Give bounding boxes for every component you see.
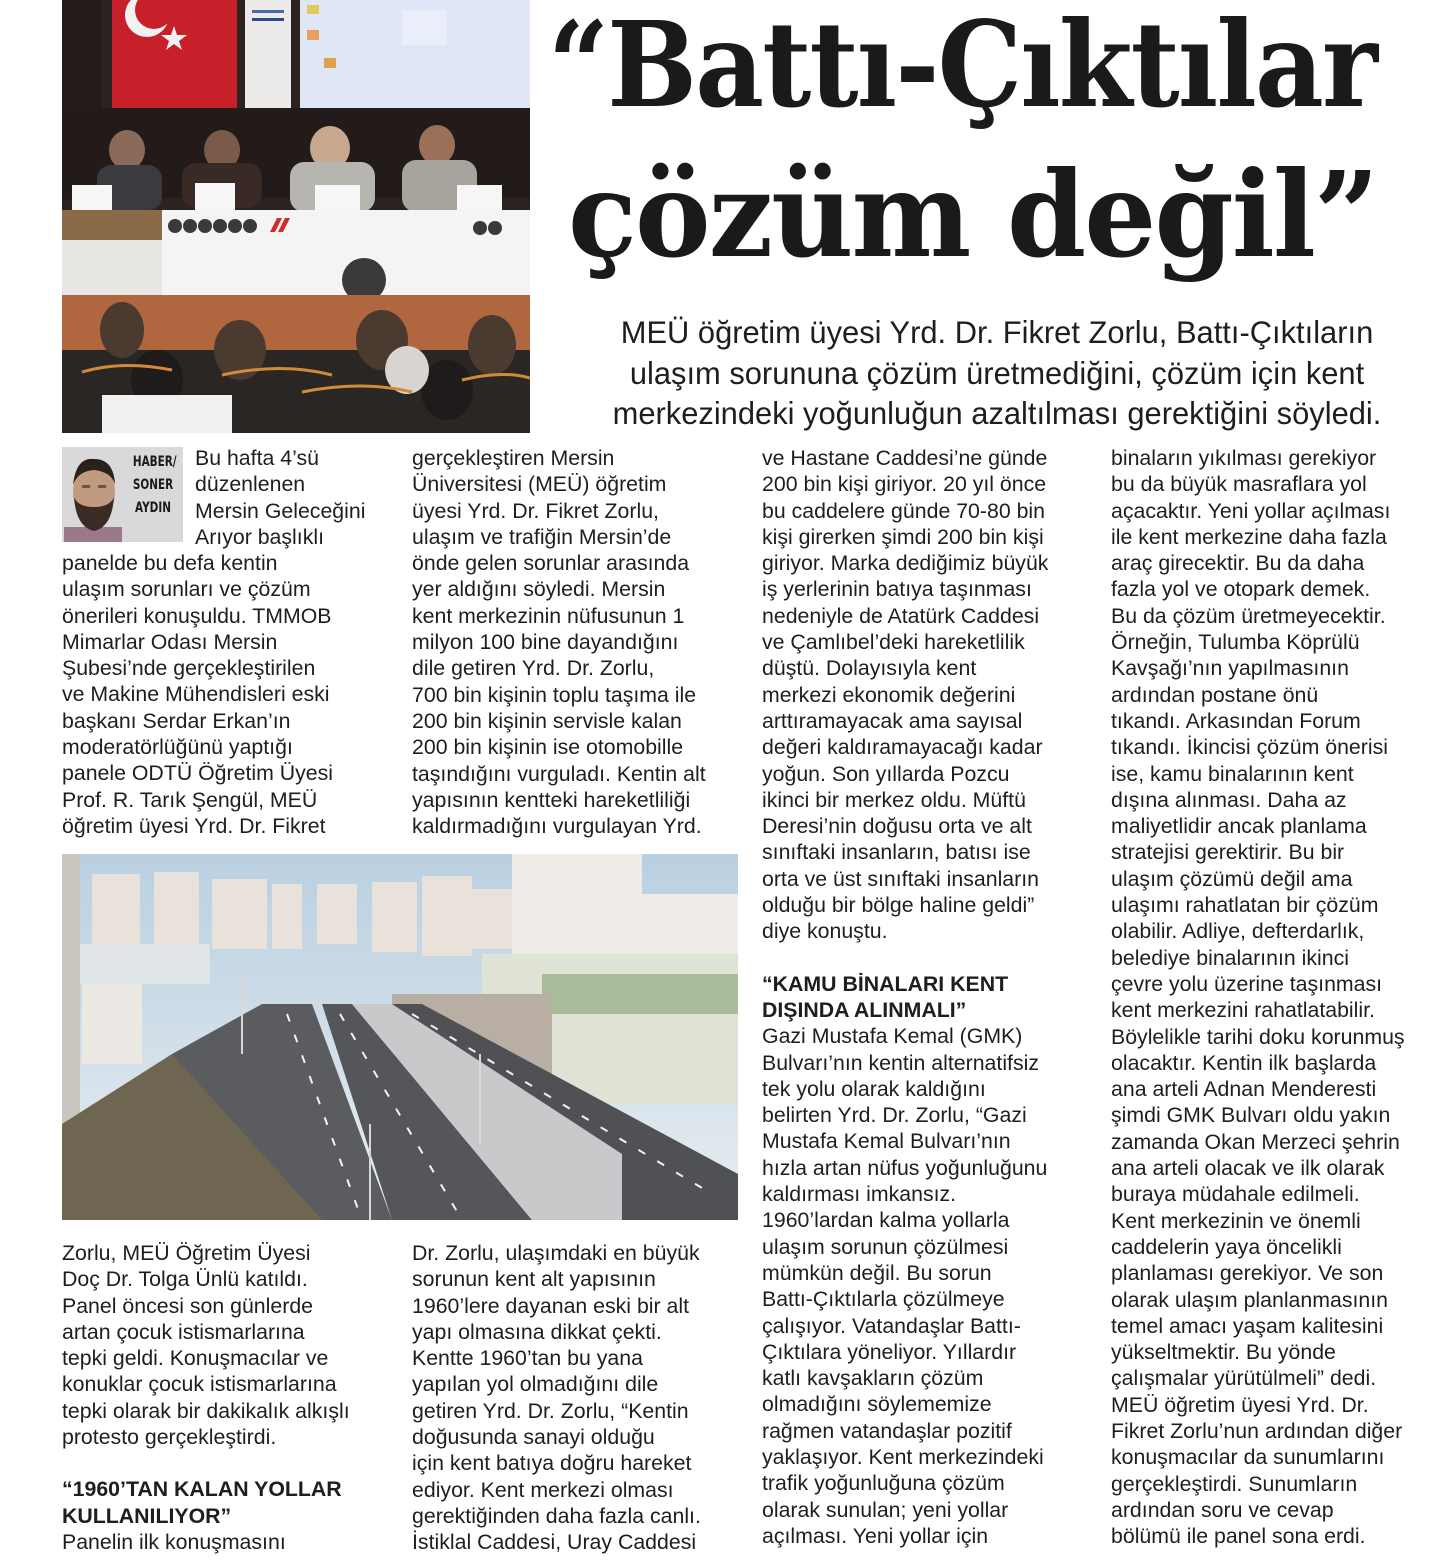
text-line: artan çocuk istismarlarına — [62, 1319, 305, 1344]
text-line: 200 bin kişinin ise otomobille — [412, 735, 684, 760]
text-line: bu da büyük masraflara yol — [1111, 472, 1367, 497]
text-line: konuklar çocuk istismarlarına — [62, 1372, 337, 1397]
text-line: MEÜ öğretim üyesi Yrd. Dr. — [1111, 1392, 1369, 1417]
text-line: gerçekleştiren Mersin — [412, 446, 615, 470]
text-line: yapı olmasına dikkat çekti. — [412, 1319, 662, 1344]
text-line: dile getiren Yrd. Dr. Zorlu, — [412, 656, 655, 681]
text-line: milyon 100 bine dayandığını — [412, 630, 679, 655]
subheading-line: “1960’TAN KALAN YOLLAR — [62, 1477, 342, 1502]
text-line: Bu da çözüm üretmeyecektir. — [1111, 603, 1386, 628]
text-line: moderatörlüğünü yaptığı — [62, 735, 293, 760]
subtitle — [549, 312, 1445, 434]
text-line: belediye binalarının ikinci — [1111, 945, 1349, 970]
text-line: Deresi’nin doğusu orta ve alt — [762, 814, 1032, 839]
text-line: yapılan yol olmadığını dile — [412, 1372, 659, 1397]
text-line: orta ve üst sınıftaki insanların — [762, 866, 1039, 891]
text-line: bölümü ile panel sona erdi. — [1111, 1524, 1366, 1549]
column-2-top — [412, 445, 752, 839]
text-line: trafik yoğunluğuna çözüm — [762, 1471, 1005, 1496]
text-line: yer aldığını söyledi. Mersin — [412, 577, 666, 602]
text-line: çalışmalar yürütülmeli” dedi. — [1111, 1366, 1377, 1391]
text-line: kaldırmadığını vurgulayan Yrd. — [412, 814, 702, 839]
text-line: ulaşım çözümü değil ama — [1111, 866, 1353, 891]
subtitle-line: ulaşım sorununa çözüm üretmediğini, çözüm için kent — [629, 354, 1365, 391]
text-line: ise, kamu binalarının kent — [1111, 761, 1354, 786]
text-line: ile kent merkezine daha fazla — [1111, 524, 1387, 549]
text-line: Fikret Zorlu’nun ardından diğer — [1111, 1418, 1403, 1443]
byline-label: HABER/ — [132, 454, 177, 470]
text-line: kent merkezinin nüfusunun 1 — [412, 603, 685, 628]
text-line: ve Hastane Caddesi’ne günde — [762, 446, 1048, 470]
text-line: 200 bin kişinin servisle kalan — [412, 708, 682, 733]
text-line: Prof. R. Tarık Şengül, MEÜ — [62, 787, 318, 812]
column-1-top — [62, 550, 402, 839]
text-line: değeri kaldıramayacağı kadar — [762, 735, 1043, 760]
text-line: panelde bu defa kentin — [62, 551, 278, 575]
text-line: 700 bin kişinin toplu taşıma ile — [412, 682, 697, 707]
column-1-bottom — [62, 1240, 402, 1555]
text-line: iş yerlerinin batıya taşınması — [762, 577, 1032, 602]
text-line: giriyor. Marka dediğimiz büyük — [762, 551, 1049, 576]
text-line: Panelin ilk konuşmasını — [62, 1529, 286, 1554]
text-line: için kent batıya doğru hareket — [412, 1451, 692, 1476]
text-line: bu caddelere günde 70-80 bin — [762, 498, 1046, 523]
text-line: açılması. Yeni yollar için — [762, 1523, 989, 1548]
text-line: binaların yıkılması gerekiyor — [1111, 446, 1377, 470]
text-line: ulaşım ve trafiğin Mersin’de — [412, 524, 672, 549]
text-line: ana arteli olacak ve ilk olarak — [1111, 1156, 1385, 1181]
text-line: stratejisi gerektirir. Bu bir — [1111, 840, 1345, 865]
text-line: öğretim üyesi Yrd. Dr. Fikret — [62, 813, 326, 838]
text-line: getiren Yrd. Dr. Zorlu, “Kentin — [412, 1398, 689, 1423]
text-line: Kavşağı’nın yapılmasının — [1111, 656, 1349, 681]
text-line: tek yolu olarak kaldığını — [762, 1076, 986, 1101]
text-line: 200 bin kişi giriyor. 20 yıl önce — [762, 472, 1047, 497]
text-line: İstiklal Caddesi, Uray Caddesi — [412, 1530, 697, 1555]
text-line: düzenlenen — [195, 472, 306, 497]
text-line: nedeniyle de Atatürk Caddesi — [762, 603, 1040, 628]
text-line: açacaktır. Yeni yollar açılması — [1111, 498, 1391, 523]
text-line: konuşmacılar da sunumlarını — [1111, 1445, 1385, 1470]
text-line: çalışıyor. Vatandaşlar Battı- — [762, 1313, 1021, 1338]
text-line: merkezi ekonomik değerini — [762, 682, 1016, 707]
text-line: arttıramayacak ama sayısal — [762, 708, 1023, 733]
text-line: rağmen vatandaşlar pozitif — [762, 1418, 1012, 1443]
text-line: 1960’lere dayanan eski bir alt — [412, 1293, 690, 1318]
text-line: ana arteli Adnan Menderesti — [1111, 1077, 1377, 1102]
text-line: dışına alınması. Daha az — [1111, 787, 1347, 812]
road-underpass-photo — [62, 854, 738, 1220]
subheading-kamu-binalari — [762, 971, 1107, 1024]
byline — [132, 451, 177, 520]
text-line: ulaşım sorunun çözülmesi — [762, 1234, 1009, 1259]
text-line: buraya müdahale edilmeli. — [1111, 1182, 1360, 1207]
text-line: Çıktılara yöneliyor. Yıllardır — [762, 1339, 1017, 1364]
text-line: ve Makine Mühendisleri eski — [62, 682, 330, 707]
text-line: mümkün değil. Bu sorun — [762, 1260, 992, 1285]
text-line: kent merkezini rahatlatabilir. — [1111, 998, 1375, 1023]
text-line: başkanı Serdar Erkan’ın — [62, 708, 291, 733]
panel-discussion-photo — [62, 0, 530, 433]
text-line: olduğu bir bölge haline geldi” — [762, 893, 1035, 918]
text-line: önde gelen sorunlar arasında — [412, 551, 690, 576]
text-line: tıkandı. İkincisi çözüm önerisi — [1111, 735, 1388, 760]
text-line: Battı-Çıktılarla çözülmeye — [762, 1287, 1005, 1312]
text-line: Şubesi’nde gerçekleştirilen — [62, 656, 316, 681]
byline-first-name: SONER — [132, 477, 174, 493]
panel-photo-illustration — [62, 0, 530, 433]
subtitle-line: MEÜ öğretim üyesi Yrd. Dr. Fikret Zorlu, Battı-Çıktıların — [620, 314, 1374, 350]
text-line: panele ODTÜ Öğretim Üyesi — [62, 761, 334, 786]
text-line: zamanda Okan Merzeci şehrin — [1111, 1129, 1400, 1154]
text-line: gerektiğinden daha fazla canlı. — [412, 1503, 701, 1528]
text-line: ikinci bir merkez oldu. Müftü — [762, 787, 1026, 812]
byline-last-name: AYDIN — [135, 500, 171, 516]
text-line: taşındığını vurguladı. Kentin alt — [412, 761, 706, 786]
text-line: olarak ulaşım planlanmasının — [1111, 1287, 1389, 1312]
subtitle-line: merkezindeki yoğunluğun azaltılması gerektiğini söyledi. — [612, 395, 1382, 431]
text-line: ulaşımı rahatlatan bir çözüm — [1111, 893, 1379, 918]
text-line: Arıyor başlıklı — [195, 524, 324, 549]
text-line: çevre yolu üzerine taşınması — [1111, 971, 1383, 996]
text-line: kaldırması imkansız. — [762, 1182, 957, 1207]
text-line: ardından postane önü — [1111, 682, 1319, 707]
text-line: maliyetlidir ancak planlama — [1111, 814, 1367, 839]
text-line: Dr. Zorlu, ulaşımdaki en büyük — [412, 1241, 700, 1265]
text-line: yapısının kentteki hareketliliği — [412, 787, 691, 812]
text-line: ulaşım sorunları ve çözüm — [62, 577, 311, 602]
text-line: Bulvarı’nın kentin alternatifsiz — [762, 1050, 1039, 1075]
text-line: Mersin Geleceğini — [195, 498, 366, 523]
text-line: Kent merkezinin ve önemli — [1111, 1208, 1361, 1233]
text-line: hızla artan nüfus yoğunluğunu — [762, 1155, 1048, 1180]
subheading-1960 — [62, 1476, 402, 1529]
subheading-line: KULLANILIYOR” — [62, 1503, 232, 1528]
text-line: olacaktır. Kentin ilk başlarda — [1111, 1050, 1377, 1075]
text-line: planlaması gerekiyor. Ve son — [1111, 1261, 1384, 1286]
text-line: kişi girerken şimdi 200 bin kişi — [762, 524, 1044, 549]
text-line: diye konuştu. — [762, 919, 888, 944]
column-3 — [762, 445, 1107, 1549]
text-line: Panel öncesi son günlerde — [62, 1293, 314, 1318]
subheading-line: DIŞINDA ALINMALI” — [762, 997, 967, 1022]
text-line: doğusunda sanayi olduğu — [412, 1425, 655, 1450]
author-portrait — [62, 447, 124, 542]
text-line: Doç Dr. Tolga Ünlü katıldı. — [62, 1267, 308, 1292]
subheading-line: “KAMU BİNALARI KENT — [762, 971, 1009, 996]
text-line: Böylelikle tarihi doku korunmuş — [1111, 1024, 1405, 1049]
text-line: sınıftaki insanların, batısı ise — [762, 840, 1031, 865]
text-line: fazla yol ve otopark demek. — [1111, 577, 1371, 602]
text-line: Örneğin, Tulumba Köprülü — [1111, 630, 1360, 655]
text-line: protesto gerçekleştirdi. — [62, 1425, 277, 1450]
headline-line-2: çözüm değil” — [568, 145, 1378, 284]
text-line: Üniversitesi (MEÜ) öğretim — [412, 472, 667, 497]
text-line: üyesi Yrd. Dr. Fikret Zorlu, — [412, 498, 659, 523]
text-line: 1960’lardan kalma yollarla — [762, 1208, 1010, 1233]
text-line: ediyor. Kent merkezi olması — [412, 1477, 674, 1502]
text-line: tıkandı. Arkasından Forum — [1111, 708, 1361, 733]
text-line: belirten Yrd. Dr. Zorlu, “Gazi — [762, 1103, 1027, 1128]
text-line: katlı kavşakların çözüm — [762, 1366, 984, 1391]
text-line: Kentte 1960’tan bu yana — [412, 1346, 643, 1371]
text-line: sorunun kent alt yapısının — [412, 1267, 656, 1292]
text-line: araç girecektir. Bu da daha — [1111, 551, 1365, 576]
column-2-bottom — [412, 1240, 752, 1556]
text-line: yoğun. Son yıllarda Pozcu — [762, 761, 1010, 786]
text-line: ardından soru ve cevap — [1111, 1497, 1334, 1522]
text-line: tepki geldi. Konuşmacılar ve — [62, 1346, 329, 1371]
text-line: olarak sunulan; yeni yollar — [762, 1497, 1009, 1522]
text-line: tepki olarak bir dakikalık alkışlı — [62, 1398, 350, 1423]
headline-line-1: “Battı-Çıktılar — [548, 0, 1377, 134]
text-line: Bu hafta 4’sü — [195, 446, 319, 470]
text-line: Mimarlar Odası Mersin — [62, 629, 278, 654]
road-photo-illustration — [62, 854, 738, 1220]
text-line: olabilir. Adliye, defterdarlık, — [1111, 919, 1365, 944]
text-line: düştü. Dolayısıyla kent — [762, 656, 977, 681]
text-line: Mustafa Kemal Bulvarı’nın — [762, 1129, 1011, 1154]
text-line: yaklaşıyor. Kent merkezindeki — [762, 1444, 1044, 1469]
column-4 — [1111, 445, 1454, 1549]
column-1-lead — [195, 445, 405, 550]
text-line: yükseltmektir. Bu yönde — [1111, 1340, 1336, 1365]
text-line: gerçekleştirdi. Sunumların — [1111, 1471, 1358, 1496]
text-line: Gazi Mustafa Kemal (GMK) — [762, 1024, 1023, 1049]
text-line: Zorlu, MEÜ Öğretim Üyesi — [62, 1241, 311, 1265]
text-line: şimdi GMK Bulvarı oldu yakın — [1111, 1103, 1391, 1128]
text-line: olmadığını söylememize — [762, 1392, 992, 1417]
text-line: temel amacı yaşam kalitesini — [1111, 1313, 1384, 1338]
text-line: ve Çamlıbel’deki hareketlilik — [762, 630, 1025, 655]
headline — [548, 0, 1454, 290]
text-line: caddelerin yaya öncelikli — [1111, 1234, 1342, 1259]
text-line: önerileri konuşuldu. TMMOB — [62, 603, 332, 628]
